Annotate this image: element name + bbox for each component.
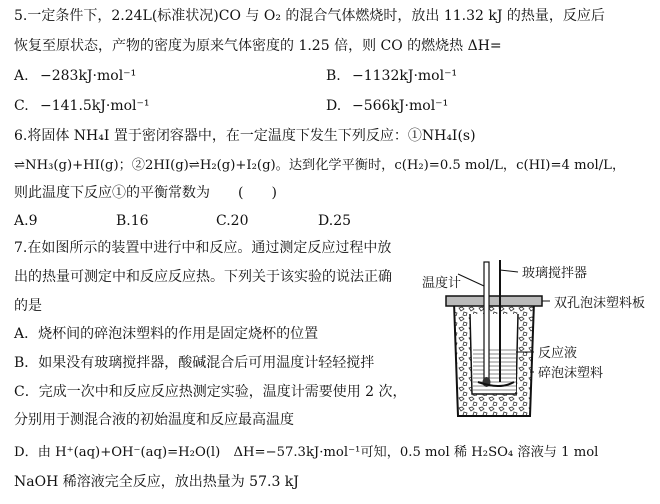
option-value: 25	[333, 213, 352, 229]
q7-stem-line3: 的是	[14, 298, 42, 314]
q7-option-c-line2: 分别用于测混合液的初始温度和反应最高温度	[14, 412, 294, 428]
q7-option-d-line2: NaOH 稀溶液完全反应，放出热量为 57.3 kJ	[14, 474, 299, 490]
q7-stem-line2: 出的热量可测定中和反应反应热。下列关于该实验的说法正确	[14, 269, 392, 285]
thermometer-tube	[484, 262, 489, 380]
option-label: D.	[318, 213, 334, 229]
q5-option-b	[326, 66, 457, 86]
q6-stem-line3: 则此温度下反应①的平衡常数为 ( )	[14, 185, 277, 201]
q6-option-b	[116, 211, 149, 231]
q5-option-c	[14, 96, 150, 116]
q7-option-d-line1: D．由 H⁺(aq)+OH⁻(aq)=H₂O(l) ΔH=−57.3kJ·mol⁻¹可知，0.5 mol 稀 H₂SO₄ 溶液与 1 mol	[14, 445, 599, 460]
label-lid: 双孔泡沫塑料板	[554, 296, 646, 311]
q5-stem-line1: 5.一定条件下，2.24L(标准状况)CO 与 O₂ 的混合气体燃烧时，放出 11.32 kJ 的热量，反应后	[14, 8, 605, 24]
option-label: C.	[14, 98, 29, 114]
q7-stem-line1: 7.在如图所示的装置中进行中和反应。通过测定反应过程中放	[14, 240, 392, 256]
foam-lid	[446, 296, 542, 306]
option-value: 9	[28, 213, 38, 229]
option-value: 16	[130, 213, 149, 229]
q5-option-d	[326, 96, 448, 116]
q7-option-c-line1: C．完成一次中和反应反应热测定实验，温度计需要使用 2 次，	[14, 384, 407, 400]
label-solution: 反应液	[538, 346, 578, 361]
option-label: B.	[326, 68, 341, 84]
q6-option-c	[216, 211, 249, 231]
option-label: A.	[14, 213, 29, 229]
option-label: D.	[326, 98, 342, 114]
option-label: A.	[14, 68, 29, 84]
q6-option-a	[14, 211, 37, 231]
q5-option-a	[14, 66, 136, 86]
q6-option-d	[318, 211, 351, 231]
calorimeter-diagram	[418, 256, 654, 426]
q7-option-a: A．烧杯间的碎泡沫塑料的作用是固定烧杯的位置	[14, 326, 319, 342]
q7-option-b: B．如果没有玻璃搅拌器，酸碱混合后可用温度计轻轻搅拌	[14, 355, 375, 371]
option-value: −141.5kJ·mol⁻¹	[40, 98, 150, 114]
option-value: −566kJ·mol⁻¹	[352, 98, 449, 114]
label-foam: 碎泡沫塑料	[538, 366, 604, 381]
option-label: B.	[116, 213, 131, 229]
option-value: 20	[230, 213, 249, 229]
option-label: C.	[216, 213, 231, 229]
q5-stem-line2: 恢复至原状态，产物的密度为原来气体密度的 1.25 倍，则 CO 的燃烧热 ΔH=	[14, 38, 502, 54]
label-stirrer: 玻璃搅拌器	[522, 266, 588, 281]
option-value: −1132kJ·mol⁻¹	[352, 68, 458, 84]
q6-stem-line1: 6.将固体 NH₄I 置于密闭容器中，在一定温度下发生下列反应：①NH₄I(s)	[14, 128, 476, 144]
label-thermometer: 温度计	[422, 276, 462, 291]
option-value: −283kJ·mol⁻¹	[40, 68, 137, 84]
q6-stem-line2: ⇌NH₃(g)+HI(g)；②2HI(g)⇌H₂(g)+I₂(g)。达到化学平衡时，c(H₂)=0.5 mol/L，c(HI)=4 mol/L，	[14, 158, 626, 173]
